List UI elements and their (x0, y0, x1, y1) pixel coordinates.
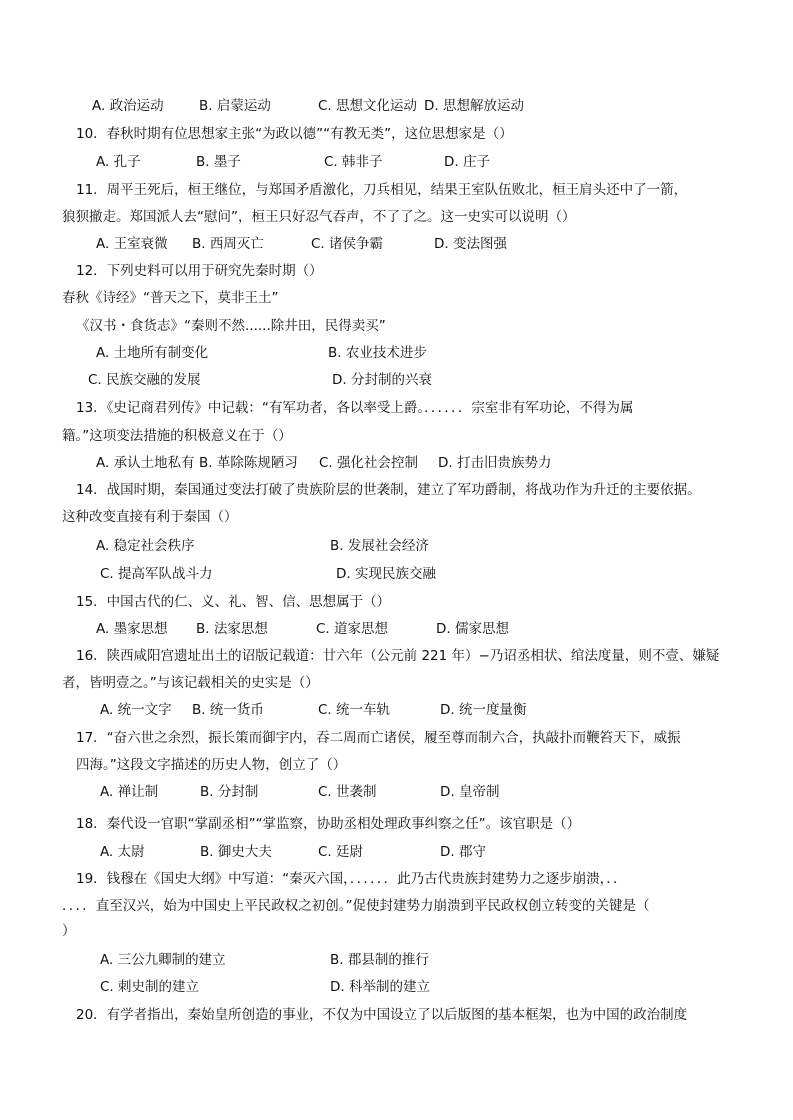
q11-option-c: C. 诸侯争霸 (311, 236, 384, 252)
q12-source-2: 《汉书・食货志》“秦则不然......除井田，民得卖买” (76, 318, 386, 334)
q18-option-a: A. 太尉 (100, 844, 145, 860)
q18-option-d: D. 郡守 (440, 844, 486, 860)
q12-option-d: D. 分封制的兴衰 (332, 372, 432, 388)
q18-stem: 18．秦代设一官职“掌副丞相”“掌监察，协助丞相处理政事纠察之任”。该官职是（） (76, 816, 581, 832)
q11-stem-line2: 狼狈撤走。郑国派人去“慰问”，桓王只好忍气吞声，不了了之。这一史实可以说明（） (62, 209, 576, 225)
q15-option-b: B. 法家思想 (196, 621, 268, 637)
q16-stem-line2: 者，皆明壹之。”与该记载相关的史实是（） (62, 675, 319, 691)
q10-stem: 10．春秋时期有位思想家主张“为政以德”“有教无类”，这位思想家是（） (76, 126, 513, 142)
q16-stem-line1: 16．陕西咸阳宫遗址出土的诏版记载道：廿六年（公元前 221 年）−乃诏丞相状、绾法度量，则不壹、嫌疑 (76, 648, 720, 664)
q17-option-d: D. 皇帝制 (440, 784, 500, 800)
q19-option-d: D. 科举制的建立 (330, 979, 430, 995)
q17-option-b: B. 分封制 (200, 784, 259, 800)
q14-stem-line1: 14．战国时期，秦国通过变法打破了贵族阶层的世袭制，建立了军功爵制，将战功作为升迁的主要依据。 (76, 482, 701, 498)
q13-option-c: C. 强化社会控制 (319, 455, 419, 471)
q12-source-1: 春秋《诗经》“普天之下，莫非王土” (62, 290, 279, 306)
q19-option-b: B. 郡县制的推行 (330, 952, 429, 968)
q12-stem: 12．下列史料可以用于研究先秦时期（） (76, 263, 323, 279)
q9-option-c: C. 思想文化运动 (318, 98, 418, 114)
q11-option-a: A. 王室衰微 (96, 236, 168, 252)
q16-option-c: C. 统一车轨 (318, 702, 391, 718)
q12-option-c: C. 民族交融的发展 (88, 372, 201, 388)
q19-option-a: A. 三公九卿制的建立 (100, 952, 226, 968)
q17-option-c: C. 世袭制 (318, 784, 377, 800)
q12-option-b: B. 农业技术进步 (328, 345, 427, 361)
q14-option-c: C. 提高军队战斗力 (100, 566, 213, 582)
q14-stem-line2: 这种改变直接有利于秦国（） (62, 509, 238, 525)
q15-option-d: D. 儒家思想 (436, 621, 509, 637)
q18-option-c: C. 廷尉 (318, 844, 364, 860)
q13-stem-line1: 13．《史记商君列传》中记载：“有军功者，各以率受上爵。．．．．．．宗室非有军功论，不得为属 (76, 400, 634, 416)
q19-stem-line1: 19．钱穆在《国史大纲》中写道：“秦灭六国，．．．．．．此乃古代贵族封建势力之逐步崩溃，．． (76, 871, 627, 887)
q14-option-a: A. 稳定社会秩序 (96, 538, 195, 554)
q17-stem-line2: 四海。”这段文字描述的历史人物，创立了（） (76, 757, 347, 773)
q16-option-b: B. 统一货币 (192, 702, 264, 718)
q16-option-a: A. 统一文字 (100, 702, 172, 718)
q13-option-d: D. 打击旧贵族势力 (438, 455, 552, 471)
q10-option-b: B. 墨子 (196, 154, 241, 170)
q13-option-b: B. 革除陈规陋习 (199, 455, 298, 471)
q14-option-b: B. 发展社会经济 (330, 538, 429, 554)
q11-stem-line1: 11．周平王死后，桓王继位，与郑国矛盾激化，刀兵相见，结果王室队伍败北，桓王肩头还中了一箭， (76, 182, 688, 198)
q18-option-b: B. 御史大夫 (200, 844, 272, 860)
q19-option-c: C. 刺史制的建立 (100, 979, 200, 995)
q15-option-a: A. 墨家思想 (96, 621, 168, 637)
q13-stem-line2: 籍。”这项变法措施的积极意义在于（） (62, 428, 292, 444)
q20-stem-line1: 20．有学者指出，秦始皇所创造的事业，不仅为中国设立了以后版图的基本框架，也为中国的政治制度 (76, 1007, 688, 1023)
q17-stem-line1: 17．“奋六世之余烈，振长策而御宇内，吞二周而亡诸侯，履至尊而制六合，执敲扑而鞭笞天下，威振 (76, 730, 681, 746)
q10-option-d: D. 庄子 (444, 154, 490, 170)
q11-option-d: D. 变法图强 (434, 236, 507, 252)
q19-stem-line2: ．．．．直至汉兴，始为中国史上平民政权之初创。”促使封建势力崩溃到平民政权创立转变的关键是（ (62, 898, 650, 914)
q19-stem-line3: ） (62, 923, 76, 939)
q10-option-c: C. 韩非子 (324, 154, 383, 170)
q9-option-b: B. 启蒙运动 (199, 98, 271, 114)
q12-option-a: A. 土地所有制变化 (96, 345, 209, 361)
q16-option-d: D. 统一度量衡 (440, 702, 527, 718)
q14-option-d: D. 实现民族交融 (336, 566, 436, 582)
q10-option-a: A. 孔子 (96, 154, 141, 170)
q11-option-b: B. 西周灭亡 (192, 236, 264, 252)
q15-stem: 15．中国古代的仁、义、礼、智、信、思想属于（） (76, 594, 391, 610)
q17-option-a: A. 禅让制 (100, 784, 159, 800)
q13-option-a: A. 承认土地私有 (96, 455, 195, 471)
q9-option-d: D. 思想解放运动 (424, 98, 524, 114)
q9-option-a: A. 政治运动 (92, 98, 164, 114)
q15-option-c: C. 道家思想 (316, 621, 389, 637)
